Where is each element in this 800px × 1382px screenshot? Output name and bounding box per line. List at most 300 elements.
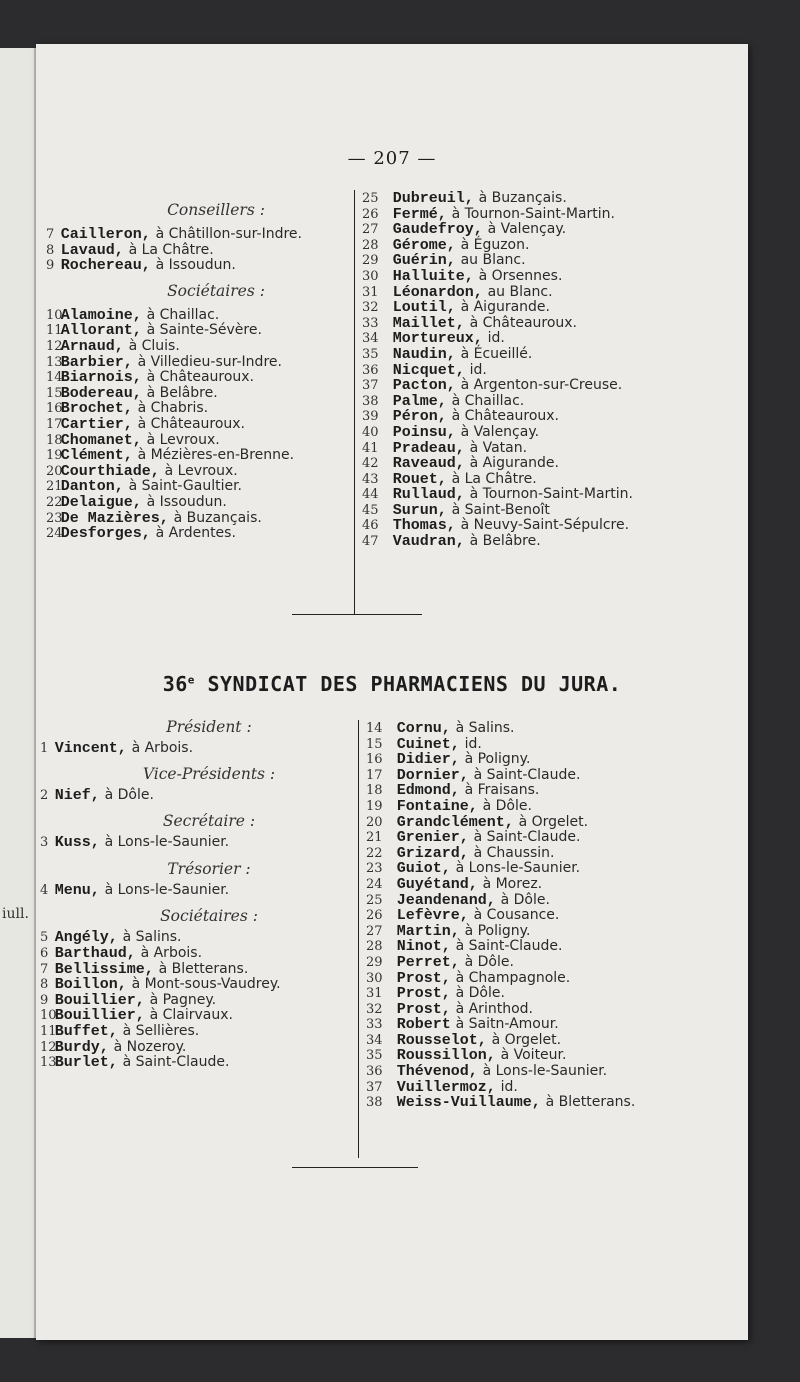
list-entry — [362, 408, 742, 424]
entry-place: à Buzançais. — [478, 190, 567, 206]
list-entry — [366, 1001, 746, 1017]
entry-place: à Morez. — [482, 875, 543, 892]
entry-number: 12 — [46, 338, 63, 354]
entry-name: Robert — [396, 1016, 451, 1034]
list-entry — [366, 798, 746, 814]
entry-place: à Villedieu-sur-Indre. — [137, 353, 282, 370]
entry-place: à Cluis. — [128, 337, 180, 354]
entry-number: 26 — [362, 206, 379, 222]
entry-place: à Aigurande. — [460, 299, 550, 316]
list-entry — [362, 533, 742, 549]
entry-number: 42 — [362, 456, 379, 472]
entry-place: à Champagnole. — [455, 969, 571, 986]
entry-name: Boillon, — [54, 976, 127, 994]
entry-place: à Orgelet. — [518, 813, 589, 830]
entry-number: 30 — [362, 268, 379, 284]
entry-place: à Bletterans. — [545, 1094, 636, 1111]
list-entry — [46, 494, 366, 510]
list-entry — [366, 1079, 746, 1095]
list-entry — [366, 1063, 746, 1079]
entry-number: 22 — [366, 845, 383, 861]
entry-number: 29 — [362, 253, 379, 269]
tresorier-heading: Trésorier : — [167, 859, 251, 878]
entry-number: 24 — [366, 876, 383, 892]
entry-number: 34 — [366, 1032, 383, 1048]
entry-number: 33 — [362, 315, 379, 331]
list-entry — [366, 892, 746, 908]
entry-number: 13 — [40, 1055, 57, 1071]
entry-place: à Châteauroux. — [137, 415, 246, 432]
entry-number: 35 — [362, 346, 379, 362]
entry-name: Weiss-Vuillaume, — [396, 1094, 541, 1112]
entry-name: Biarnois, — [60, 369, 142, 387]
entry-place: à Issoudun. — [146, 493, 227, 510]
entry-name: Arnaud, — [60, 337, 124, 355]
entry-place: id. — [487, 330, 505, 347]
entry-number: 14 — [46, 370, 63, 386]
entry-name: Barbier, — [60, 353, 133, 371]
entry-place: à Sainte-Sévère. — [146, 322, 262, 339]
entry-name: Surun, — [392, 501, 447, 519]
list-entry — [46, 307, 366, 323]
entry-number: 17 — [46, 416, 63, 432]
entry-place: à Aigurande. — [469, 455, 559, 472]
entry-place: à Châtillon-sur-Indre. — [155, 226, 302, 242]
entry-place: à Orgelet. — [491, 1031, 562, 1048]
entry-place: à Saint-Benoît — [451, 501, 550, 518]
entry-name: Courthiade, — [60, 462, 160, 480]
entry-place: à Chaillac. — [451, 392, 525, 409]
list-entry — [366, 720, 746, 736]
list-entry — [362, 252, 742, 268]
entry-number: 22 — [46, 494, 63, 510]
entry-number: 31 — [362, 284, 379, 300]
list-entry — [46, 242, 366, 258]
entry-number: 21 — [366, 830, 383, 846]
entry-name: Fermé, — [392, 205, 447, 223]
entry-place: à Arbois. — [140, 944, 203, 961]
entry-name: Gérome, — [392, 236, 456, 254]
entry-number: 45 — [362, 502, 379, 518]
entry-name: Chomanet, — [60, 431, 142, 449]
entry-number: 17 — [366, 767, 383, 783]
entry-place: à Châteauroux. — [146, 369, 255, 386]
entry-place: à Salins. — [455, 720, 515, 736]
list-entry — [40, 976, 356, 992]
entry-name: Grandclément, — [396, 813, 514, 831]
entry-name: Naudin, — [392, 345, 456, 363]
entry-name: Cornu, — [396, 720, 451, 737]
entry-number: 32 — [362, 300, 379, 316]
entry-name: Desforges, — [60, 525, 151, 543]
list-entry — [40, 1039, 356, 1055]
entry-number: 27 — [366, 923, 383, 939]
entry-place: à Dôle. — [464, 953, 514, 970]
list-entry — [366, 985, 746, 1001]
entry-name: Loutil, — [392, 299, 456, 317]
entry-name: Cailleron, — [60, 226, 151, 243]
entry-number: 16 — [46, 401, 63, 417]
page-number: — 207 — — [347, 148, 437, 169]
list-entry — [362, 346, 742, 362]
list-entry — [46, 322, 366, 338]
entry-number: 31 — [366, 986, 383, 1002]
entry-name: Pradeau, — [392, 439, 465, 457]
list-entry — [46, 400, 366, 416]
entry-name: Grenier, — [396, 829, 469, 847]
entry-place: à Éguzon. — [460, 236, 530, 253]
secretaire-heading: Secrétaire : — [162, 812, 256, 831]
entry-number: 10 — [40, 1008, 57, 1024]
entry-name: Cuinet, — [396, 735, 460, 753]
previous-page-fragment: iull. — [2, 906, 29, 922]
list-entry — [366, 1016, 746, 1032]
entry-place: à Bletterans. — [158, 960, 249, 977]
entry-place: à Tournon-Saint-Martin. — [469, 486, 633, 503]
entry-place: à Belâbre. — [146, 384, 218, 401]
list-entry — [46, 385, 366, 401]
entry-number: 20 — [46, 463, 63, 479]
entry-number: 18 — [46, 432, 63, 448]
entry-name: Allorant, — [60, 322, 142, 340]
entry-number: 32 — [366, 1001, 383, 1017]
entry-name: Martin, — [396, 922, 460, 940]
tresorier-entry: 4 Menu, à Lons-le-Saunier. — [40, 881, 230, 899]
entry-number: 15 — [46, 385, 63, 401]
entry-place: à Nozeroy. — [113, 1038, 187, 1055]
societaires-heading-jura: Sociétaires : — [160, 907, 258, 926]
section2-right-column — [366, 720, 746, 1110]
list-entry — [366, 923, 746, 939]
list-entry — [366, 938, 746, 954]
entry-number: 8 — [40, 977, 49, 993]
entry-name: Rousselot, — [396, 1031, 487, 1049]
list-entry — [362, 393, 742, 409]
entry-place: à Saint-Claude. — [473, 829, 581, 846]
entry-number: 36 — [366, 1064, 383, 1080]
entry-name: Palme, — [392, 392, 447, 410]
entry-number: 33 — [366, 1017, 383, 1033]
list-entry — [46, 369, 366, 385]
entry-place: à Saitn-Amour. — [455, 1016, 559, 1033]
list-entry — [40, 992, 356, 1008]
list-entry — [366, 814, 746, 830]
entry-name: Clément, — [60, 447, 133, 465]
list-entry — [362, 502, 742, 518]
entry-place: à Tournon-Saint-Martin. — [451, 205, 615, 222]
list-entry — [366, 767, 746, 783]
entry-number: 40 — [362, 424, 379, 440]
entry-name: Bellissime, — [54, 960, 154, 978]
entry-place: à Ardentes. — [155, 525, 236, 542]
entry-place: id. — [464, 735, 482, 752]
section2-right-list — [366, 720, 746, 1110]
entry-number: 35 — [366, 1048, 383, 1064]
entry-number: 9 — [46, 258, 55, 274]
entry-name: Guiot, — [396, 860, 451, 878]
vice-president-entry: 2 Nief, à Dôle. — [40, 786, 154, 804]
section2-title-text: SYNDICAT DES PHARMACIENS DU JURA. — [207, 672, 622, 696]
entry-name: Burlet, — [54, 1054, 118, 1072]
entry-number: 30 — [366, 970, 383, 986]
list-entry — [46, 354, 366, 370]
entry-number: 11 — [40, 1023, 57, 1039]
entry-place: à Buzançais. — [173, 509, 262, 526]
list-entry — [362, 268, 742, 284]
entry-place: à La Châtre. — [451, 470, 537, 487]
section2-title — [36, 672, 748, 696]
list-entry — [362, 190, 742, 206]
entry-place: id. — [500, 1078, 518, 1095]
entry-number: 47 — [362, 534, 379, 550]
entry-place: à Valençay. — [487, 221, 567, 238]
section2-title-number: 36 — [162, 672, 188, 696]
list-entry — [40, 1007, 356, 1023]
entry-name: Perret, — [396, 953, 460, 971]
entry-name: Maillet, — [392, 314, 465, 332]
entry-number: 19 — [46, 448, 63, 464]
list-entry — [362, 315, 742, 331]
conseillers-heading: Conseillers : — [167, 201, 265, 219]
entry-number: 39 — [362, 409, 379, 425]
list-entry — [366, 876, 746, 892]
entry-place: id. — [469, 361, 487, 378]
entry-number: 21 — [46, 479, 63, 495]
entry-place: à Mézières-en-Brenne. — [137, 447, 295, 464]
list-entry — [40, 929, 356, 945]
entry-number: 46 — [362, 518, 379, 534]
entry-place: à Belâbre. — [469, 533, 541, 550]
list-entry — [366, 845, 746, 861]
secretaire-entry: 3 Kuss, à Lons-le-Saunier. — [40, 834, 230, 852]
entry-number: 28 — [362, 237, 379, 253]
list-entry — [46, 338, 366, 354]
list-entry — [362, 455, 742, 471]
entry-name: Didier, — [396, 751, 460, 769]
entry-name: Fontaine, — [396, 797, 478, 815]
entry-place: à Levroux. — [146, 431, 220, 448]
section1-right-column — [362, 190, 742, 549]
entry-name: Prost, — [396, 1000, 451, 1018]
entry-place: à Neuvy-Saint-Sépulcre. — [460, 517, 630, 534]
entry-place: à Vatan. — [469, 439, 528, 456]
entry-place: à Clairvaux. — [149, 1007, 233, 1024]
list-entry — [366, 954, 746, 970]
entry-name: Angély, — [54, 929, 118, 947]
entry-place: à Voiteur. — [500, 1047, 567, 1064]
entry-place: à Sellières. — [122, 1022, 200, 1039]
entry-name: Nicquet, — [392, 361, 465, 379]
section1-right-list — [362, 190, 742, 549]
entry-number: 27 — [362, 222, 379, 238]
entry-place: à Écueillé. — [460, 345, 533, 362]
entry-name: Ninot, — [396, 938, 451, 956]
entry-name: Delaigue, — [60, 493, 142, 511]
section-separator — [292, 614, 422, 615]
entry-name: Léonardon, — [392, 283, 483, 301]
entry-place: à Cousance. — [473, 907, 560, 924]
entry-place: à Poligny. — [464, 922, 531, 939]
list-entry — [362, 471, 742, 487]
section2-column-divider — [358, 720, 359, 1158]
entry-number: 38 — [362, 393, 379, 409]
entry-number: 23 — [366, 861, 383, 877]
entry-place: à Issoudun. — [155, 257, 236, 274]
entry-name: Bouillier, — [54, 1007, 145, 1025]
list-entry — [46, 463, 366, 479]
section2-left-column — [40, 712, 356, 1070]
list-entry — [40, 1023, 356, 1039]
entry-place: à Valençay. — [460, 423, 540, 440]
list-entry — [40, 945, 356, 961]
entry-name: Buffet, — [54, 1022, 118, 1040]
entry-name: Grizard, — [396, 844, 469, 862]
entry-name: Poinsu, — [392, 423, 456, 441]
entry-number: 16 — [366, 752, 383, 768]
entry-number: 37 — [362, 378, 379, 394]
previous-page-edge — [0, 48, 40, 1338]
entry-place: à Saint-Gaultier. — [128, 478, 242, 495]
entry-place: à Saint-Claude. — [455, 938, 563, 955]
list-entry — [362, 284, 742, 300]
list-entry — [40, 961, 356, 977]
entry-number: 19 — [366, 798, 383, 814]
president-entry: 1 Vincent, à Arbois. — [40, 740, 194, 757]
entry-place: à Chaillac. — [146, 306, 220, 323]
entry-name: Gaudefroy, — [392, 221, 483, 239]
entry-name: De Mazières, — [60, 509, 169, 527]
entry-name: Bodereau, — [60, 384, 142, 402]
entry-number: 7 — [40, 961, 49, 977]
list-entry — [46, 525, 366, 541]
entry-name: Raveaud, — [392, 455, 465, 473]
president-heading: Président : — [166, 718, 252, 736]
list-entry — [362, 330, 742, 346]
list-entry — [362, 237, 742, 253]
entry-name: Thévenod, — [396, 1063, 478, 1081]
entry-place: au Blanc. — [487, 283, 553, 300]
entry-number: 28 — [366, 939, 383, 955]
list-entry — [46, 447, 366, 463]
entry-number: 12 — [40, 1039, 57, 1055]
entry-name: Mortureux, — [392, 330, 483, 348]
list-entry — [46, 257, 366, 273]
entry-name: Pacton, — [392, 377, 456, 395]
societaires-heading: Sociétaires : — [167, 281, 265, 300]
entry-number: 20 — [366, 814, 383, 830]
entry-place: à Dôle. — [482, 797, 532, 814]
entry-number: 23 — [46, 510, 63, 526]
list-entry — [362, 206, 742, 222]
entry-place: à Lons-le-Saunier. — [455, 860, 581, 877]
list-entry — [46, 432, 366, 448]
list-entry — [362, 517, 742, 533]
entry-number: 26 — [366, 908, 383, 924]
document-page — [36, 44, 748, 1340]
entry-number: 24 — [46, 526, 63, 542]
entry-place: à Fraisans. — [464, 782, 540, 799]
entry-name: Guyétand, — [396, 875, 478, 893]
entry-name: Rochereau, — [60, 257, 151, 275]
entry-number: 25 — [366, 892, 383, 908]
entry-place: à Pagney. — [149, 991, 217, 1008]
entry-name: Lefèvre, — [396, 907, 469, 925]
list-entry — [362, 221, 742, 237]
jura-societaires-list — [40, 929, 356, 1072]
entry-number: 37 — [366, 1079, 383, 1095]
entry-number: 25 — [362, 191, 379, 206]
entry-name: Jeandenand, — [396, 891, 496, 909]
list-entry — [366, 970, 746, 986]
entry-name: Danton, — [60, 478, 124, 496]
entry-number: 36 — [362, 362, 379, 378]
list-entry — [366, 860, 746, 876]
list-entry — [362, 362, 742, 378]
entry-name: Péron, — [392, 408, 447, 426]
entry-name: Cartier, — [60, 415, 133, 433]
entry-place: à Mont-sous-Vaudrey. — [131, 976, 281, 993]
entry-place: à Salins. — [122, 929, 182, 946]
entry-place: à Saint-Claude. — [122, 1054, 230, 1071]
list-entry — [366, 829, 746, 845]
entry-place: à Levroux. — [164, 462, 238, 479]
vice-presidents-heading: Vice-Présidents : — [142, 764, 276, 783]
entry-name: Burdy, — [54, 1038, 109, 1056]
entry-place: à Saint-Claude. — [473, 766, 581, 783]
entry-name: Guérin, — [392, 252, 456, 270]
entry-number: 44 — [362, 487, 379, 503]
list-entry — [362, 440, 742, 456]
entry-number: 41 — [362, 440, 379, 456]
entry-number: 9 — [40, 992, 49, 1008]
entry-name: Brochet, — [60, 400, 133, 418]
list-entry — [46, 478, 366, 494]
entry-place: à La Châtre. — [128, 241, 214, 258]
conseillers-list — [46, 226, 366, 273]
entry-number: 13 — [46, 354, 63, 370]
list-entry — [362, 486, 742, 502]
entry-name: Rullaud, — [392, 486, 465, 504]
list-entry — [366, 782, 746, 798]
list-entry — [366, 1047, 746, 1063]
entry-place: à Poligny. — [464, 751, 531, 768]
entry-place: à Chabris. — [137, 400, 209, 417]
entry-place: à Dôle. — [500, 891, 550, 908]
entry-number: 43 — [362, 471, 379, 487]
entry-name: Lavaud, — [60, 241, 124, 259]
entry-name: Roussillon, — [396, 1047, 496, 1065]
entry-number: 10 — [46, 307, 63, 323]
entry-name: Vaudran, — [392, 533, 465, 551]
list-entry — [366, 736, 746, 752]
list-entry — [366, 1032, 746, 1048]
entry-number: 38 — [366, 1095, 383, 1111]
entry-place: à Argenton-sur-Creuse. — [460, 377, 623, 394]
list-entry — [40, 1054, 356, 1070]
entry-place: à Dôle. — [455, 985, 505, 1002]
entry-place: à Orsennes. — [478, 267, 563, 284]
societaires-list — [46, 307, 366, 541]
list-entry — [46, 226, 366, 242]
entry-number: 11 — [46, 323, 63, 339]
entry-name: Edmond, — [396, 782, 460, 800]
entry-name: Barthaud, — [54, 944, 136, 962]
entry-place: à Arinthod. — [455, 1000, 533, 1017]
list-entry — [366, 907, 746, 923]
entry-place: à Châteauroux. — [451, 408, 560, 425]
entry-place: à Châteauroux. — [469, 314, 578, 331]
entry-name: Alamoine, — [60, 306, 142, 324]
